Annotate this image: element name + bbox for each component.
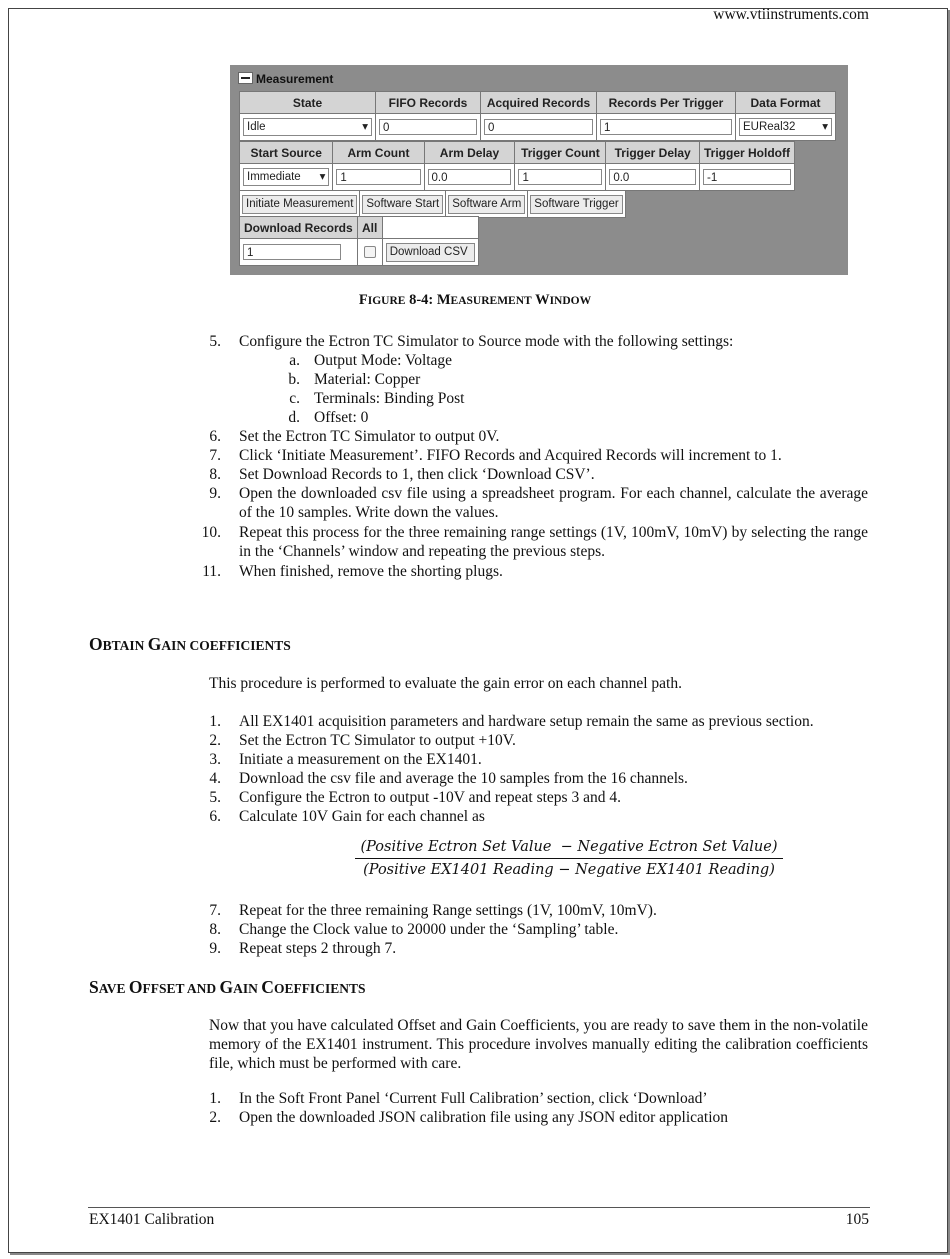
footer-rule: [88, 1207, 870, 1208]
records-per-trigger-field[interactable]: 1: [600, 119, 732, 135]
arm-count-field[interactable]: 1: [336, 169, 420, 185]
trigger-holdoff-field[interactable]: -1: [703, 169, 791, 185]
all-checkbox[interactable]: [364, 246, 376, 258]
software-start-button[interactable]: Software Start: [362, 195, 443, 214]
step-number: 9.: [209, 485, 221, 502]
software-trigger-button[interactable]: Software Trigger: [530, 195, 622, 214]
substep-letter: a.: [289, 352, 300, 369]
step-text: Repeat steps 2 through 7.: [239, 940, 397, 957]
caption-part: IGURE: [367, 295, 406, 307]
trigger-delay-field[interactable]: 0.0: [609, 169, 696, 185]
substep-text: Material: Copper: [314, 371, 421, 388]
heading-part: S: [89, 977, 99, 997]
step-text: Set Download Records to 1, then click ‘Download CSV’.: [239, 466, 595, 483]
step-text: Initiate a measurement on the EX1401.: [239, 751, 482, 768]
measurement-window-figure: [230, 65, 848, 275]
substep-letter: c.: [289, 390, 300, 407]
step-text: All EX1401 acquisition parameters and hardware setup remain the same as previous section.: [239, 713, 814, 730]
step-text: In the Soft Front Panel ‘Current Full Calibration’ section, click ‘Download’: [239, 1090, 708, 1107]
step-number: 5.: [209, 789, 221, 806]
heading-part: O: [89, 634, 103, 654]
step-text: Download the csv file and average the 10 samples from the 16 channels.: [239, 770, 688, 787]
header-trigger-delay: Trigger Delay: [606, 142, 700, 164]
step-text: Repeat this process for the three remaining range settings (1V, 100mV, 10mV) by selecting the range in the ‘Channels’ window and repeating the previous steps.: [239, 524, 868, 560]
substep-text: Output Mode: Voltage: [314, 352, 453, 369]
fifo-records-field[interactable]: 0: [379, 119, 477, 135]
step-number: 7.: [209, 902, 221, 919]
step-number: 6.: [209, 428, 221, 445]
dropdown-arrow-icon: ▾: [319, 171, 326, 183]
measurement-row2-table: [239, 141, 795, 191]
state-select-value: Idle: [247, 121, 266, 133]
step-number: 11.: [202, 563, 221, 580]
gain-intro: This procedure is performed to evaluate the gain error on each channel path.: [209, 675, 682, 692]
start-source-select[interactable]: [243, 168, 329, 186]
caption-part: F: [358, 292, 368, 308]
trigger-count-field[interactable]: 1: [518, 169, 602, 185]
step-text: Configure the Ectron to output -10V and repeat steps 3 and 4.: [239, 789, 621, 806]
arm-delay-field[interactable]: 0.0: [428, 169, 512, 185]
header-start-source: Start Source: [240, 142, 333, 164]
heading-part: G: [219, 977, 234, 997]
state-select[interactable]: [243, 118, 372, 136]
header-state: State: [240, 92, 376, 114]
section-heading-save-offset-gain: [89, 977, 365, 998]
start-source-value: Immediate: [247, 171, 301, 183]
measurement-legend-label: Measurement: [256, 72, 334, 86]
substep-text: Terminals: Binding Post: [314, 390, 465, 407]
acquired-records-field[interactable]: 0: [484, 119, 593, 135]
data-format-select[interactable]: [739, 118, 832, 136]
heading-part: O: [128, 977, 143, 997]
step-number: 4.: [209, 770, 221, 787]
measurement-legend[interactable]: [238, 72, 333, 86]
step-number: 3.: [209, 751, 221, 768]
step-text: Configure the Ectron TC Simulator to Source mode with the following settings:: [239, 333, 734, 350]
heading-part: BTAIN: [102, 638, 148, 653]
header-acquired-records: Acquired Records: [481, 92, 597, 114]
step-text: Set the Ectron TC Simulator to output +10V.: [239, 732, 516, 749]
initiate-measurement-button[interactable]: Initiate Measurement: [242, 195, 357, 214]
caption-part: 8-4:: [405, 292, 437, 308]
heading-part: AIN COEFFICIENTS: [161, 638, 291, 653]
caption-part: INDOW: [549, 295, 592, 307]
step-text: Repeat for the three remaining Range settings (1V, 100mV, 10mV).: [239, 902, 657, 919]
heading-part: G: [147, 634, 162, 654]
header-empty: [382, 217, 478, 239]
step-text: Set the Ectron TC Simulator to output 0V.: [239, 428, 500, 445]
software-arm-button[interactable]: Software Arm: [448, 195, 525, 214]
page-number: 105: [845, 1211, 869, 1228]
step-text: Click ‘Initiate Measurement’. FIFO Records and Acquired Records will increment to 1.: [239, 447, 782, 464]
substep-letter: d.: [288, 409, 300, 426]
step-number: 1.: [209, 1090, 221, 1107]
step-number: 10.: [201, 524, 221, 541]
dropdown-arrow-icon: ▾: [822, 121, 828, 133]
header-trigger-count: Trigger Count: [515, 142, 606, 164]
step-text: Open the downloaded csv file using a spreadsheet program. For each channel, calculate the average of the 10 samples. Write down the values.: [239, 485, 868, 521]
formula-denominator: (Positive EX1401 Reading − Negative EX1401 Reading): [363, 862, 775, 878]
footer-title: EX1401 Calibration: [89, 1211, 215, 1228]
step-number: 9.: [209, 940, 221, 957]
collapse-icon[interactable]: [238, 72, 253, 84]
data-format-value: EUReal32: [743, 121, 796, 133]
substep-text: Offset: 0: [314, 409, 369, 426]
download-table: [239, 216, 479, 266]
measurement-row1-table: [239, 91, 836, 141]
section-heading-obtain-gain: [89, 634, 291, 655]
header-fifo-records: FIFO Records: [376, 92, 481, 114]
step-text: Change the Clock value to 20000 under the ‘Sampling’ table.: [239, 921, 619, 938]
header-data-format: Data Format: [736, 92, 836, 114]
heading-part: AVE: [98, 981, 129, 996]
formula-numerator: (Positive Ectron Set Value − Negative Ectron Set Value): [355, 839, 783, 859]
step-number: 1.: [209, 713, 221, 730]
step-number: 2.: [209, 1109, 221, 1126]
dropdown-arrow-icon: ▾: [362, 121, 368, 133]
heading-part: FFSET AND: [142, 981, 220, 996]
caption-part: EASUREMENT: [450, 295, 532, 307]
figure-caption: [0, 292, 950, 309]
heading-part: OEFFICIENTS: [273, 981, 366, 996]
header-trigger-holdoff: Trigger Holdoff: [700, 142, 795, 164]
header-url: www.vtiinstruments.com: [713, 6, 869, 23]
header-all: All: [357, 217, 382, 239]
step-number: 8.: [209, 466, 221, 483]
step-text: Calculate 10V Gain for each channel as: [239, 808, 485, 825]
substep-letter: b.: [288, 371, 300, 388]
caption-part: M: [436, 292, 451, 308]
header-records-per-trigger: Records Per Trigger: [597, 92, 736, 114]
step-number: 2.: [209, 732, 221, 749]
header-download-records: Download Records: [240, 217, 358, 239]
download-records-field[interactable]: 1: [243, 244, 341, 260]
measurement-buttons-table: [239, 190, 626, 218]
caption-part: W: [531, 292, 550, 308]
gain-formula: [355, 839, 783, 878]
step-number: 8.: [209, 921, 221, 938]
step-text: When finished, remove the shorting plugs.: [239, 563, 503, 580]
heading-part: C: [261, 977, 274, 997]
step-number: 7.: [209, 447, 221, 464]
download-csv-button[interactable]: Download CSV: [386, 243, 475, 262]
step-number: 5.: [209, 333, 221, 350]
step-text: Open the downloaded JSON calibration file using any JSON editor application: [239, 1109, 729, 1126]
header-arm-count: Arm Count: [333, 142, 424, 164]
header-arm-delay: Arm Delay: [424, 142, 515, 164]
step-number: 6.: [209, 808, 221, 825]
heading-part: AIN: [233, 981, 262, 996]
save-intro: Now that you have calculated Offset and Gain Coefficients, you are ready to save them in the non-volatile memory of the EX1401 instrument. This procedure involves manually editing the calibration coefficients file, which must be performed with care.: [209, 1017, 868, 1072]
